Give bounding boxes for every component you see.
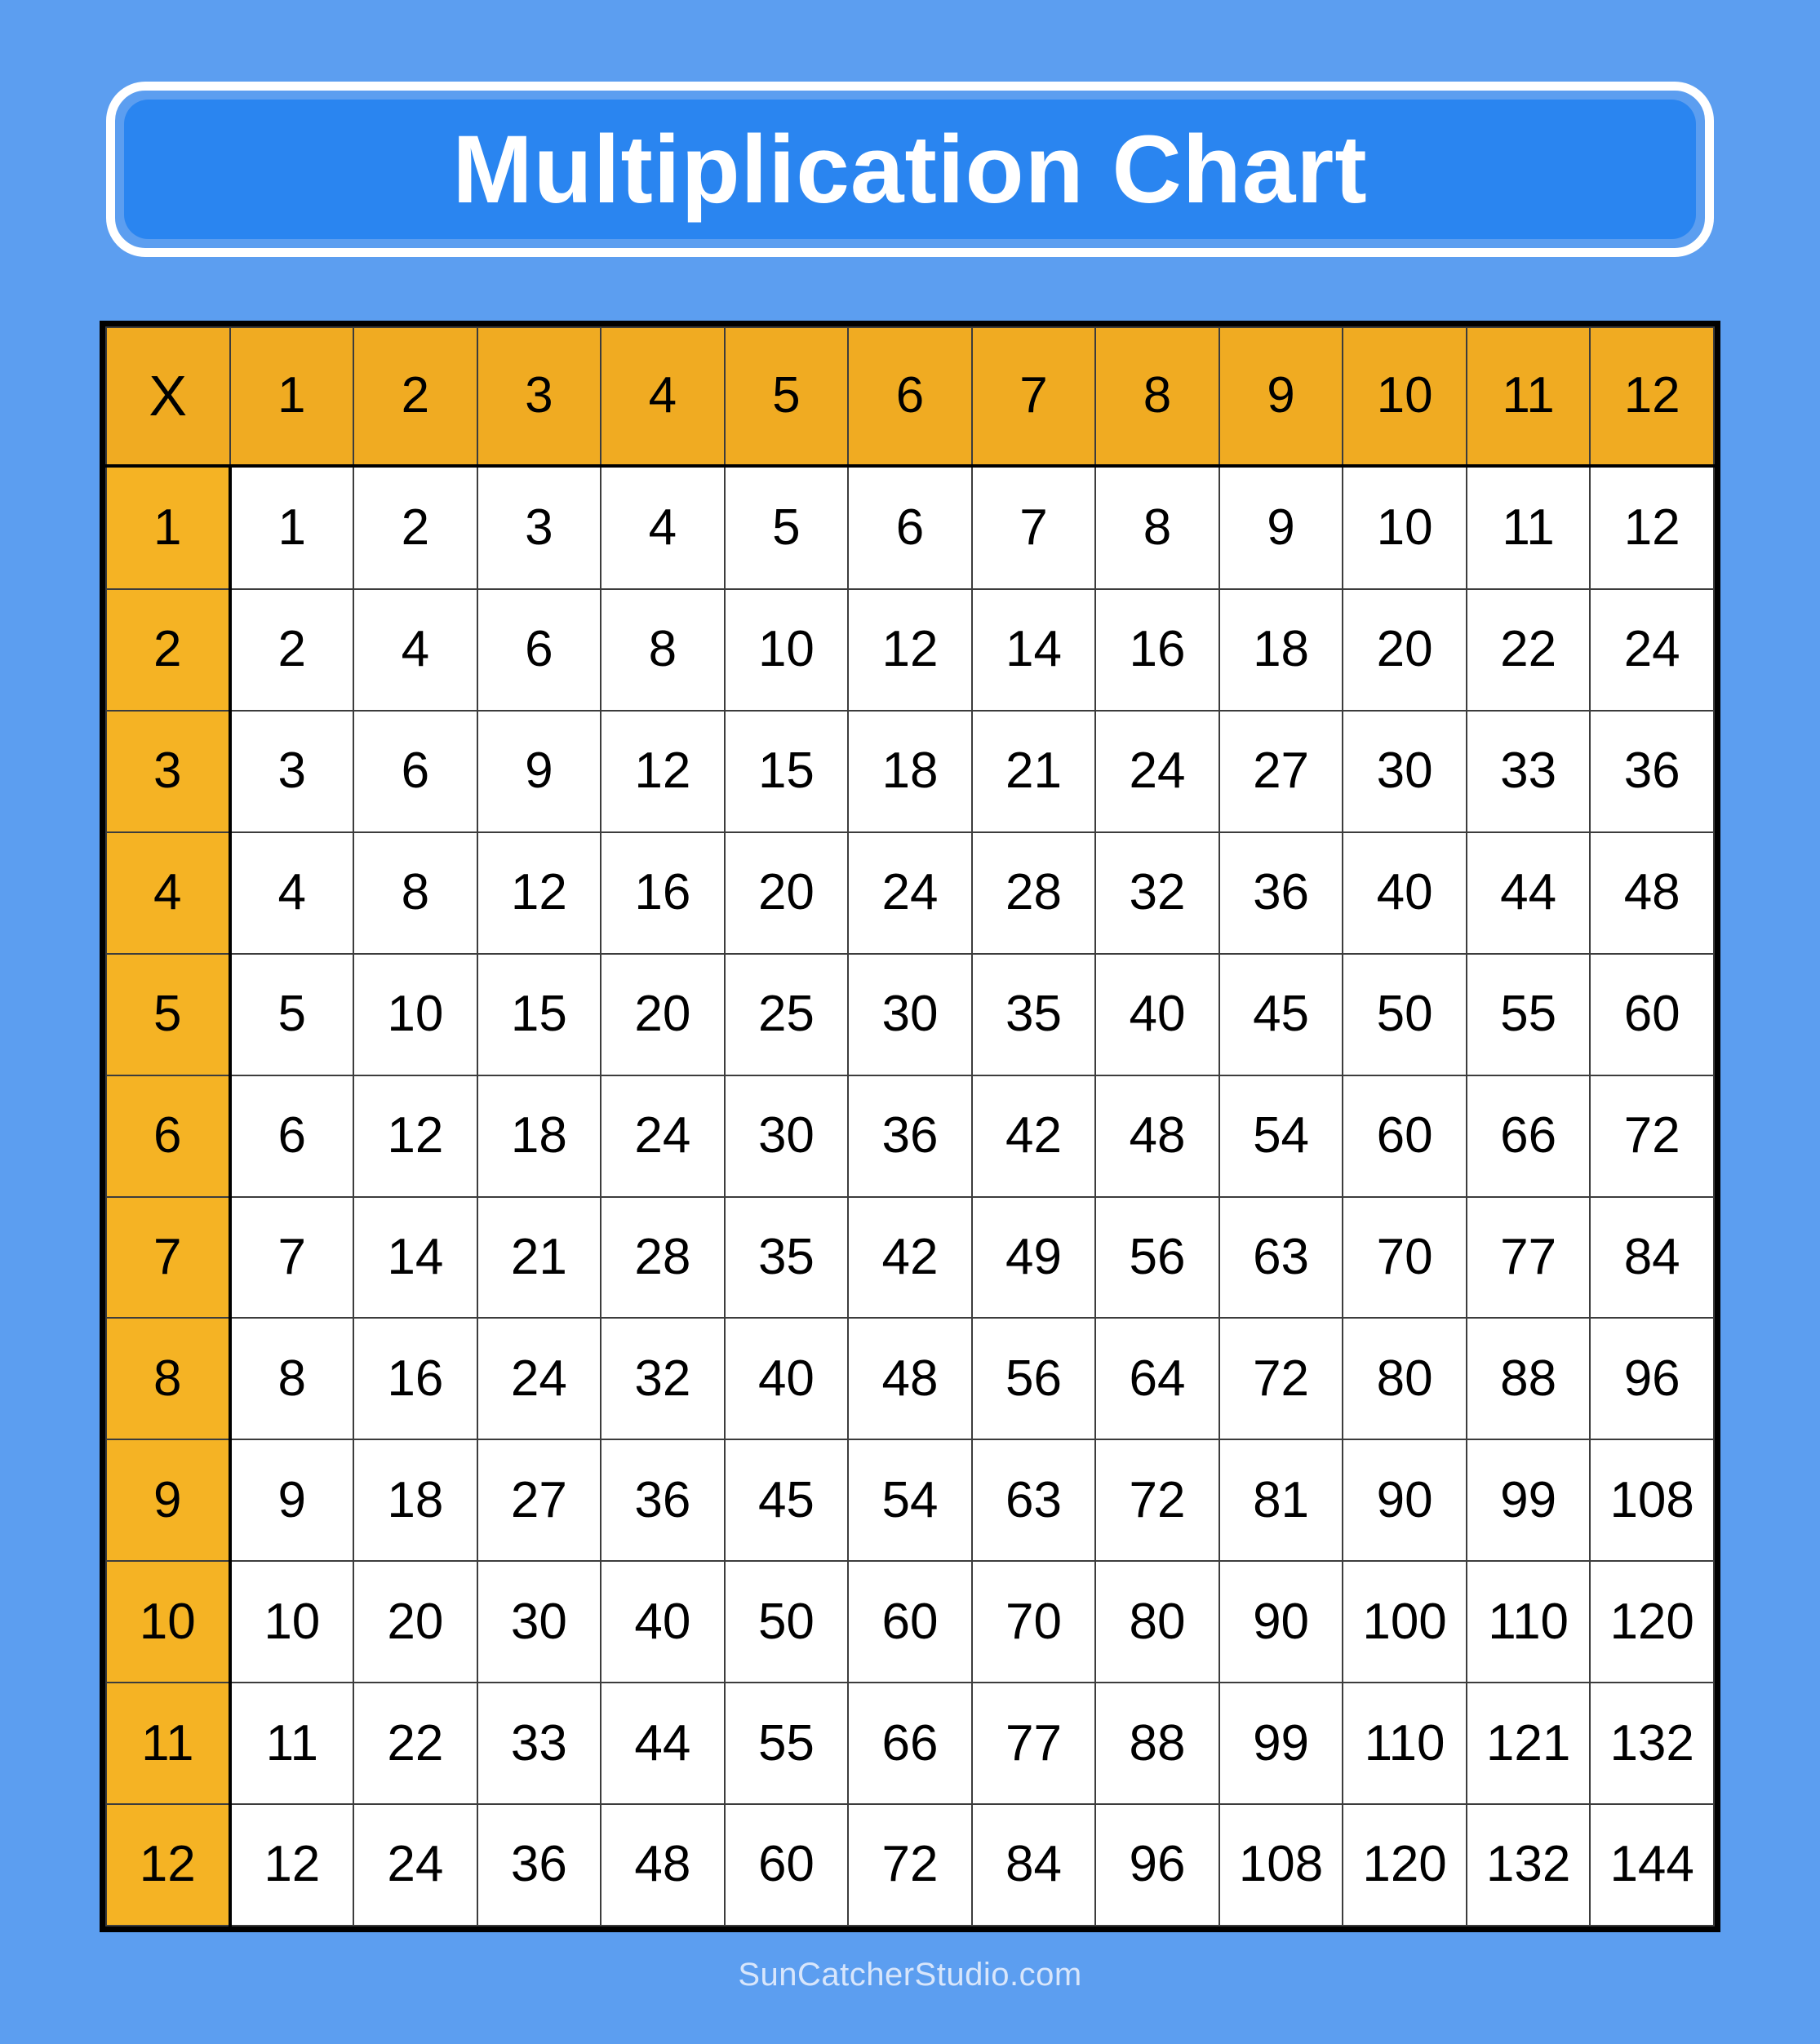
product-cell: 28 [601, 1197, 725, 1319]
product-cell: 48 [1095, 1075, 1219, 1197]
product-cell: 24 [601, 1075, 725, 1197]
product-cell: 32 [601, 1318, 725, 1439]
column-header: 6 [848, 327, 972, 466]
product-cell: 10 [353, 954, 477, 1075]
product-cell: 12 [353, 1075, 477, 1197]
product-cell: 4 [353, 589, 477, 711]
product-cell: 40 [1095, 954, 1219, 1075]
table-row [106, 711, 1714, 832]
product-cell: 63 [972, 1439, 1096, 1561]
product-cell: 20 [353, 1561, 477, 1683]
row-header: 12 [106, 1804, 230, 1926]
product-cell: 16 [353, 1318, 477, 1439]
product-cell: 18 [477, 1075, 601, 1197]
product-cell: 36 [601, 1439, 725, 1561]
column-header: 9 [1219, 327, 1343, 466]
product-cell: 3 [477, 466, 601, 589]
product-cell: 70 [972, 1561, 1096, 1683]
product-cell: 42 [972, 1075, 1096, 1197]
column-header: 11 [1467, 327, 1591, 466]
product-cell: 2 [230, 589, 354, 711]
product-cell: 10 [230, 1561, 354, 1683]
table-row [106, 1804, 1714, 1926]
column-header: 5 [725, 327, 849, 466]
product-cell: 45 [725, 1439, 849, 1561]
product-cell: 60 [725, 1804, 849, 1926]
product-cell: 8 [601, 589, 725, 711]
product-cell: 48 [1590, 832, 1714, 954]
product-cell: 49 [972, 1197, 1096, 1319]
product-cell: 2 [353, 466, 477, 589]
product-cell: 18 [848, 711, 972, 832]
product-cell: 77 [1467, 1197, 1591, 1319]
product-cell: 12 [848, 589, 972, 711]
page-title: Multiplication Chart [452, 115, 1368, 224]
product-cell: 1 [230, 466, 354, 589]
product-cell: 12 [601, 711, 725, 832]
product-cell: 70 [1343, 1197, 1467, 1319]
product-cell: 40 [725, 1318, 849, 1439]
column-header: 4 [601, 327, 725, 466]
row-header: 8 [106, 1318, 230, 1439]
product-cell: 100 [1343, 1561, 1467, 1683]
product-cell: 22 [1467, 589, 1591, 711]
product-cell: 42 [848, 1197, 972, 1319]
product-cell: 108 [1590, 1439, 1714, 1561]
product-cell: 96 [1095, 1804, 1219, 1926]
product-cell: 44 [601, 1683, 725, 1804]
column-header: 3 [477, 327, 601, 466]
product-cell: 84 [972, 1804, 1096, 1926]
product-cell: 33 [477, 1683, 601, 1804]
table-row [106, 589, 1714, 711]
product-cell: 24 [848, 832, 972, 954]
product-cell: 9 [230, 1439, 354, 1561]
row-header: 1 [106, 466, 230, 589]
product-cell: 30 [725, 1075, 849, 1197]
product-cell: 6 [353, 711, 477, 832]
product-cell: 11 [230, 1683, 354, 1804]
product-cell: 9 [1219, 466, 1343, 589]
product-cell: 3 [230, 711, 354, 832]
product-cell: 30 [477, 1561, 601, 1683]
product-cell: 90 [1219, 1561, 1343, 1683]
product-cell: 99 [1467, 1439, 1591, 1561]
product-cell: 10 [1343, 466, 1467, 589]
table-header-row [106, 327, 1714, 466]
row-header: 7 [106, 1197, 230, 1319]
product-cell: 54 [1219, 1075, 1343, 1197]
table-row [106, 1561, 1714, 1683]
column-header: 10 [1343, 327, 1467, 466]
product-cell: 132 [1467, 1804, 1591, 1926]
product-cell: 20 [1343, 589, 1467, 711]
table-row [106, 832, 1714, 954]
product-cell: 132 [1590, 1683, 1714, 1804]
product-cell: 36 [848, 1075, 972, 1197]
column-header: 12 [1590, 327, 1714, 466]
product-cell: 80 [1343, 1318, 1467, 1439]
product-cell: 45 [1219, 954, 1343, 1075]
table-row [106, 954, 1714, 1075]
row-header: 5 [106, 954, 230, 1075]
product-cell: 14 [353, 1197, 477, 1319]
product-cell: 66 [1467, 1075, 1591, 1197]
product-cell: 5 [230, 954, 354, 1075]
multiplication-table-container [100, 321, 1720, 1932]
product-cell: 44 [1467, 832, 1591, 954]
product-cell: 88 [1095, 1683, 1219, 1804]
product-cell: 66 [848, 1683, 972, 1804]
product-cell: 88 [1467, 1318, 1591, 1439]
product-cell: 60 [848, 1561, 972, 1683]
product-cell: 24 [477, 1318, 601, 1439]
product-cell: 6 [230, 1075, 354, 1197]
product-cell: 7 [230, 1197, 354, 1319]
product-cell: 18 [353, 1439, 477, 1561]
product-cell: 28 [972, 832, 1096, 954]
product-cell: 72 [1590, 1075, 1714, 1197]
column-header: 1 [230, 327, 354, 466]
product-cell: 36 [477, 1804, 601, 1926]
product-cell: 33 [1467, 711, 1591, 832]
product-cell: 15 [725, 711, 849, 832]
table-row [106, 466, 1714, 589]
table-row [106, 1075, 1714, 1197]
multiplication-table [105, 326, 1715, 1927]
row-header: 11 [106, 1683, 230, 1804]
product-cell: 11 [1467, 466, 1591, 589]
product-cell: 36 [1590, 711, 1714, 832]
product-cell: 21 [477, 1197, 601, 1319]
table-row [106, 1439, 1714, 1561]
product-cell: 96 [1590, 1318, 1714, 1439]
product-cell: 84 [1590, 1197, 1714, 1319]
product-cell: 8 [230, 1318, 354, 1439]
product-cell: 20 [601, 954, 725, 1075]
title-banner-inner [124, 100, 1696, 239]
footer-credit: SunCatcherStudio.com [738, 1957, 1082, 1993]
product-cell: 64 [1095, 1318, 1219, 1439]
product-cell: 12 [230, 1804, 354, 1926]
product-cell: 8 [353, 832, 477, 954]
product-cell: 56 [1095, 1197, 1219, 1319]
product-cell: 36 [1219, 832, 1343, 954]
table-row [106, 1197, 1714, 1319]
product-cell: 24 [1095, 711, 1219, 832]
product-cell: 9 [477, 711, 601, 832]
row-header: 9 [106, 1439, 230, 1561]
row-header: 6 [106, 1075, 230, 1197]
column-header: 2 [353, 327, 477, 466]
product-cell: 32 [1095, 832, 1219, 954]
product-cell: 72 [1219, 1318, 1343, 1439]
product-cell: 30 [848, 954, 972, 1075]
product-cell: 77 [972, 1683, 1096, 1804]
product-cell: 6 [848, 466, 972, 589]
column-header: 7 [972, 327, 1096, 466]
product-cell: 5 [725, 466, 849, 589]
product-cell: 30 [1343, 711, 1467, 832]
product-cell: 12 [477, 832, 601, 954]
product-cell: 50 [1343, 954, 1467, 1075]
product-cell: 18 [1219, 589, 1343, 711]
product-cell: 35 [725, 1197, 849, 1319]
product-cell: 24 [353, 1804, 477, 1926]
product-cell: 16 [601, 832, 725, 954]
product-cell: 60 [1343, 1075, 1467, 1197]
product-cell: 27 [477, 1439, 601, 1561]
product-cell: 40 [601, 1561, 725, 1683]
product-cell: 35 [972, 954, 1096, 1075]
product-cell: 20 [725, 832, 849, 954]
table-corner-label: X [106, 327, 230, 466]
product-cell: 99 [1219, 1683, 1343, 1804]
product-cell: 120 [1590, 1561, 1714, 1683]
product-cell: 27 [1219, 711, 1343, 832]
product-cell: 10 [725, 589, 849, 711]
product-cell: 12 [1590, 466, 1714, 589]
row-header: 10 [106, 1561, 230, 1683]
product-cell: 16 [1095, 589, 1219, 711]
column-header: 8 [1095, 327, 1219, 466]
product-cell: 108 [1219, 1804, 1343, 1926]
product-cell: 55 [725, 1683, 849, 1804]
product-cell: 81 [1219, 1439, 1343, 1561]
product-cell: 110 [1467, 1561, 1591, 1683]
product-cell: 72 [1095, 1439, 1219, 1561]
product-cell: 24 [1590, 589, 1714, 711]
product-cell: 48 [848, 1318, 972, 1439]
product-cell: 56 [972, 1318, 1096, 1439]
row-header: 3 [106, 711, 230, 832]
product-cell: 48 [601, 1804, 725, 1926]
row-header: 2 [106, 589, 230, 711]
product-cell: 54 [848, 1439, 972, 1561]
product-cell: 144 [1590, 1804, 1714, 1926]
product-cell: 60 [1590, 954, 1714, 1075]
table-row [106, 1683, 1714, 1804]
title-banner [106, 82, 1714, 257]
product-cell: 4 [230, 832, 354, 954]
product-cell: 121 [1467, 1683, 1591, 1804]
table-row [106, 1318, 1714, 1439]
product-cell: 21 [972, 711, 1096, 832]
product-cell: 80 [1095, 1561, 1219, 1683]
product-cell: 120 [1343, 1804, 1467, 1926]
product-cell: 50 [725, 1561, 849, 1683]
product-cell: 14 [972, 589, 1096, 711]
product-cell: 110 [1343, 1683, 1467, 1804]
product-cell: 22 [353, 1683, 477, 1804]
product-cell: 25 [725, 954, 849, 1075]
product-cell: 4 [601, 466, 725, 589]
product-cell: 7 [972, 466, 1096, 589]
product-cell: 15 [477, 954, 601, 1075]
product-cell: 8 [1095, 466, 1219, 589]
product-cell: 55 [1467, 954, 1591, 1075]
product-cell: 90 [1343, 1439, 1467, 1561]
product-cell: 63 [1219, 1197, 1343, 1319]
product-cell: 72 [848, 1804, 972, 1926]
row-header: 4 [106, 832, 230, 954]
product-cell: 6 [477, 589, 601, 711]
product-cell: 40 [1343, 832, 1467, 954]
